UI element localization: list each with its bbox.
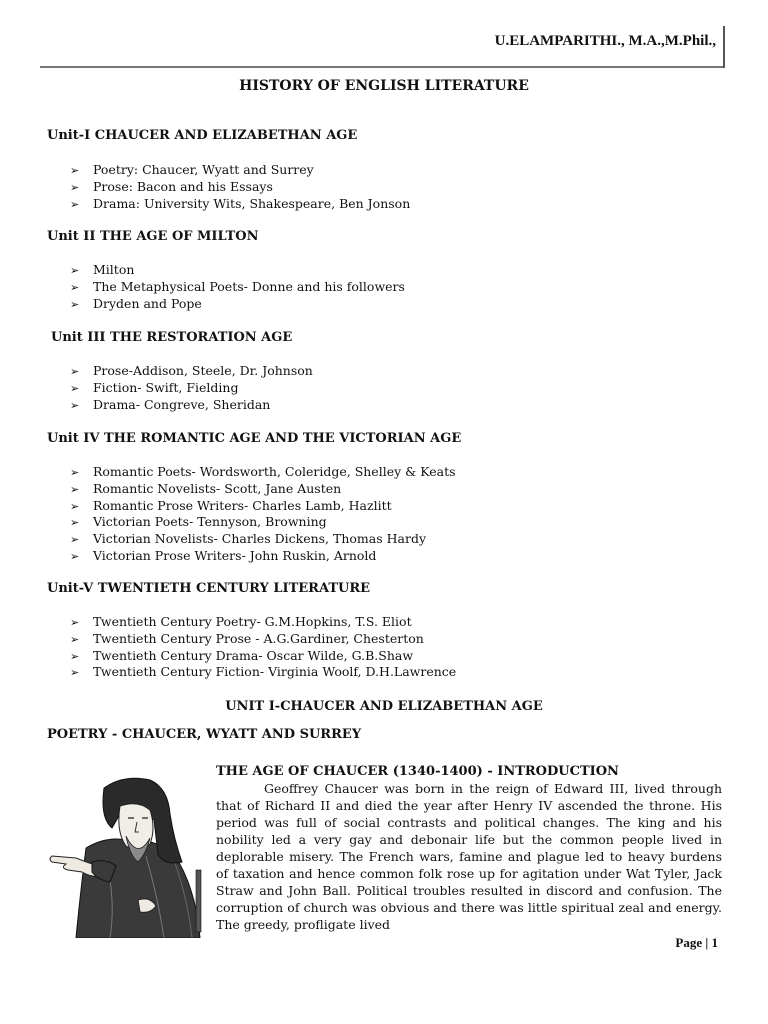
arrow-bullet-icon: ➢ <box>70 616 80 629</box>
arrow-bullet-icon: ➢ <box>70 280 80 294</box>
unit-4-list <box>70 464 456 565</box>
unit-2-list <box>70 262 405 312</box>
list-item: ➢ Prose: Bacon and his Essays <box>70 179 410 196</box>
page-number: Page | 1 <box>675 935 718 950</box>
arrow-bullet-icon: ➢ <box>70 482 80 496</box>
list-item: ➢ Milton <box>70 262 405 279</box>
arrow-bullet-icon: ➢ <box>70 666 80 680</box>
list-item: ➢ Drama- Congreve, Sheridan <box>70 397 313 414</box>
sub-title: POETRY - CHAUCER, WYATT AND SURREY <box>47 727 362 742</box>
arrow-bullet-icon: ➢ <box>70 297 80 311</box>
arrow-bullet-icon: ➢ <box>70 516 80 530</box>
list-item: ➢ Twentieth Century Fiction- Virginia Woolf, D.H.Lawrence <box>70 664 456 681</box>
arrow-bullet-icon: ➢ <box>70 533 80 547</box>
section-title: UNIT I-CHAUCER AND ELIZABETHAN AGE <box>225 699 543 714</box>
arrow-bullet-icon: ➢ <box>70 649 80 663</box>
arrow-bullet-icon: ➢ <box>70 197 80 211</box>
document-title: HISTORY OF ENGLISH LITERATURE <box>239 78 529 94</box>
list-item: ➢ The Metaphysical Poets- Donne and his followers <box>70 279 405 296</box>
unit-5-heading: Unit-V TWENTIETH CENTURY LITERATURE <box>47 581 371 596</box>
header-vertical-rule <box>723 26 725 68</box>
list-item: ➢ Romantic Poets- Wordsworth, Coleridge, Shelley & Keats <box>70 464 456 481</box>
list-item: ➢ Poetry: Chaucer, Wyatt and Surrey <box>70 162 410 179</box>
arrow-bullet-icon: ➢ <box>70 499 80 513</box>
arrow-bullet-icon: ➢ <box>70 365 80 378</box>
page-header <box>0 0 768 70</box>
list-item: ➢ Prose-Addison, Steele, Dr. Johnson <box>70 363 313 380</box>
unit-3-list <box>70 363 313 413</box>
arrow-bullet-icon: ➢ <box>70 180 80 194</box>
arrow-bullet-icon: ➢ <box>70 398 80 412</box>
arrow-bullet-icon: ➢ <box>70 381 80 395</box>
list-item: ➢ Twentieth Century Poetry- G.M.Hopkins, T.S. Eliot <box>70 614 456 631</box>
article-paragraph: Geoffrey Chaucer was born in the reign of Edward III, lived through that of Richard II and died the year after Henry IV ascended the throne. His period was full of social contrasts and political changes. The king and his nobility led a very gay and debonair life but the common people lived in deplorable misery. The French wars, famine and plague led to heavy burdens of taxation and hence common folk rose up for agitation under Wat Tyler, Jack Straw and John Ball. Political troubles resulted in discord and confusion. The corruption of church was obvious and there was little spiritual zeal and energy. The greedy, profligate lived <box>216 781 722 932</box>
list-item: ➢ Drama: University Wits, Shakespeare, Ben Jonson <box>70 196 410 213</box>
header-author: U.ELAMPARITHI., M.A.,M.Phil., <box>494 33 716 49</box>
arrow-bullet-icon: ➢ <box>70 264 80 277</box>
list-item: ➢ Victorian Poets- Tennyson, Browning <box>70 514 456 531</box>
list-item: ➢ Twentieth Century Prose - A.G.Gardiner, Chesterton <box>70 631 456 648</box>
list-item: ➢ Twentieth Century Drama- Oscar Wilde, G.B.Shaw <box>70 648 456 665</box>
unit-4-heading: Unit IV THE ROMANTIC AGE AND THE VICTORIAN AGE <box>47 431 462 446</box>
article-title: THE AGE OF CHAUCER (1340-1400) - INTRODUCTION <box>216 764 619 779</box>
list-item: ➢ Romantic Prose Writers- Charles Lamb, Hazlitt <box>70 498 456 515</box>
unit-1-heading: Unit-I CHAUCER AND ELIZABETHAN AGE <box>47 128 358 143</box>
chaucer-portrait-image <box>46 770 206 938</box>
arrow-bullet-icon: ➢ <box>70 632 80 646</box>
list-item: ➢ Romantic Novelists- Scott, Jane Austen <box>70 481 456 498</box>
unit-2-heading: Unit II THE AGE OF MILTON <box>47 229 259 244</box>
list-item: ➢ Victorian Prose Writers- John Ruskin, Arnold <box>70 548 456 565</box>
arrow-bullet-icon: ➢ <box>70 466 80 479</box>
list-item: ➢ Dryden and Pope <box>70 296 405 313</box>
unit-1-list <box>70 162 410 212</box>
list-item: ➢ Fiction- Swift, Fielding <box>70 380 313 397</box>
list-item: ➢ Victorian Novelists- Charles Dickens, Thomas Hardy <box>70 531 456 548</box>
arrow-bullet-icon: ➢ <box>70 549 80 563</box>
arrow-bullet-icon: ➢ <box>70 164 80 177</box>
header-rule <box>40 66 723 68</box>
article-body <box>216 780 722 933</box>
unit-3-heading: Unit III THE RESTORATION AGE <box>51 330 293 345</box>
unit-5-list <box>70 614 456 681</box>
